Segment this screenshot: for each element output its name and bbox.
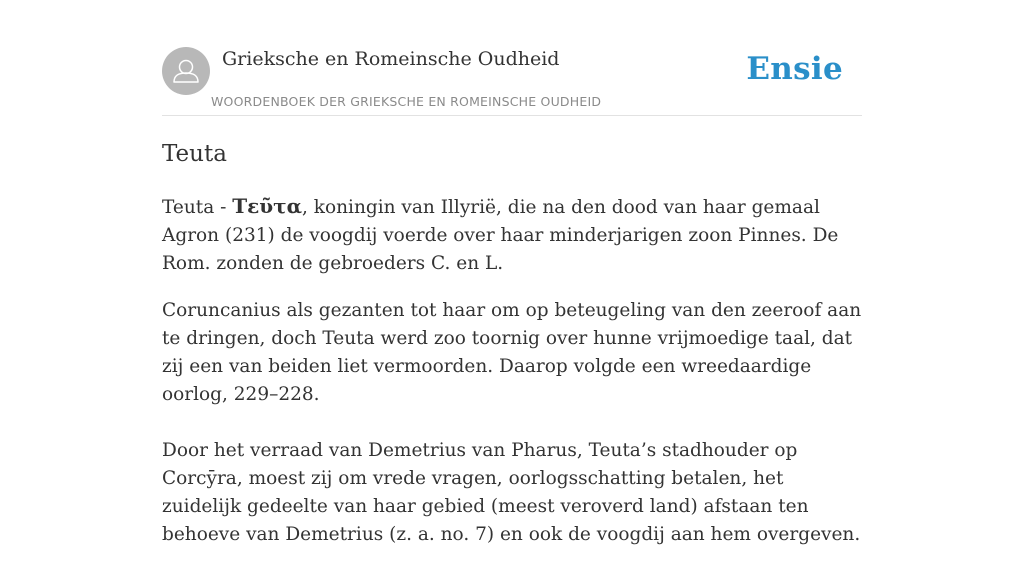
entry-paragraph-1 — [162, 192, 867, 278]
page-header — [162, 47, 862, 116]
entry-lemma: Teuta - — [162, 197, 233, 218]
entry-definition: , koningin van Illyrië, die na den dood van haar gemaal Agron (231) de voogdij voerde over haar minderjarigen zoon Pinnes. De Rom. zonden de gebroeders C. en L. — [162, 197, 839, 274]
entry-title: Teuta — [162, 141, 227, 167]
entry-paragraph-2: Coruncanius als gezanten tot haar om op beteugeling van den zeeroof aan te dringen, doch Teuta werd zoo toornig over hunne vrijmoedige taal, dat zij een van beiden liet vermoorden. Daarop volgde een wreedaardige oorlog, 229–228. — [162, 300, 862, 405]
brand-logo[interactable]: Ensie — [746, 51, 843, 87]
entry-body — [162, 192, 867, 568]
avatar[interactable] — [162, 47, 210, 95]
entry-paragraph-3: Door het verraad van Demetrius van Pharus, Teuta’s stadhouder op Corcȳra, moest zij om vrede vragen, oorlogsschatting betalen, het zuidelijk gedeelte van haar gebied (meest veroverd land) afstaan ten behoeve van Demetrius (z. a. no. 7) en ook de voogdij aan hem overgeven. — [162, 440, 861, 545]
source-subtitle: WOORDENBOEK DER GRIEKSCHE EN ROMEINSCHE OUDHEID — [211, 94, 602, 109]
greek-term: Τεῦτα — [232, 194, 303, 218]
user-silhouette-icon — [162, 47, 210, 95]
source-title-link[interactable]: Grieksche en Romeinsche Oudheid — [222, 48, 560, 70]
